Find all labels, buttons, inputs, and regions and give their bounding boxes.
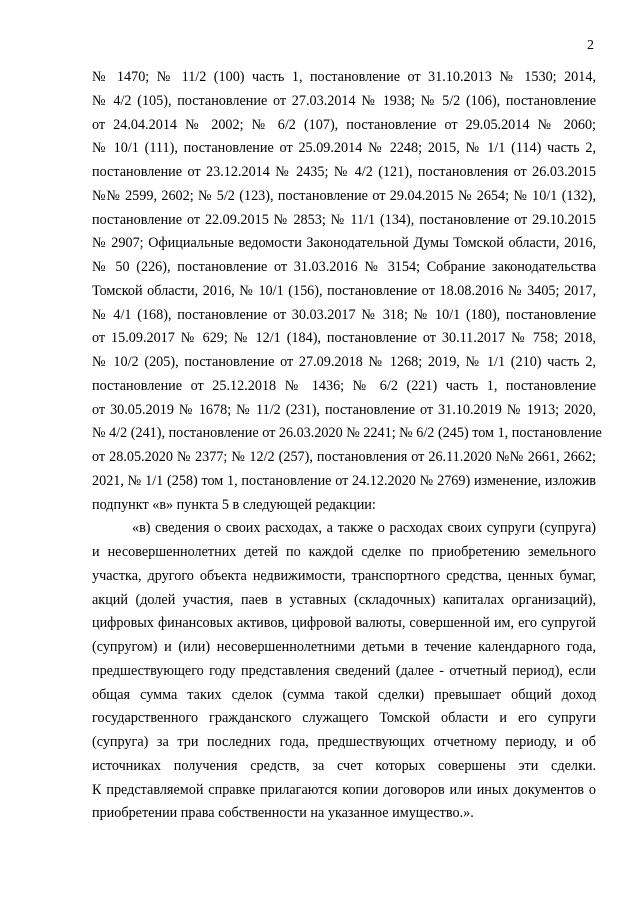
text-line: №№ 2599, 2602; № 5/2 (123), постановление от 29.04.2015 № 2654; № 10/1 (132), [92, 187, 596, 204]
text-line: «в) сведения о своих расходах, а также о расходах своих супруги (супруга) [132, 520, 596, 537]
text-line: от 30.05.2019 № 1678; № 11/2 (231), постановление от 31.10.2019 № 1913; 2020, [92, 401, 596, 418]
text-line: (супруга) за три последних года, предшествующих отчетному периоду, и об [92, 734, 596, 750]
text-line: Томской области, 2016, № 10/1 (156), постановление от 18.08.2016 № 3405; 2017, [92, 282, 596, 299]
text-line: № 4/2 (105), постановление от 27.03.2014 № 1938; № 5/2 (106), постановление [92, 92, 596, 109]
text-line: № 2907; Официальные ведомости Законодательной Думы Томской области, 2016, [92, 235, 596, 252]
text-line: государственного гражданского служащего Томской области и его супруги [92, 710, 596, 727]
text-line: подпункт «в» пункта 5 в следующей редакции: [92, 496, 376, 513]
text-line: предшествующего году представления сведений (далее - отчетный период), если [92, 662, 596, 679]
text-line: источниках получения средств, за счет которых совершены эти сделки. [92, 757, 596, 774]
page-number: 2 [587, 38, 594, 53]
text-line: постановление от 23.12.2014 № 2435; № 4/2 (121), постановления от 26.03.2015 [92, 164, 596, 180]
text-line: № 10/1 (111), постановление от 25.09.2014 № 2248; 2015, № 1/1 (114) часть 2, [92, 140, 596, 157]
text-line: приобретении права собственности на указанное имущество.». [92, 805, 474, 822]
paragraph-subpoint-v [92, 517, 596, 826]
text-line: постановление от 25.12.2018 № 1436; № 6/2 (221) часть 1, постановление [92, 377, 596, 394]
text-line: № 50 (226), постановление от 31.03.2016 № 3154; Собрание законодательства [92, 259, 596, 275]
text-line: К представляемой справке прилагаются копии договоров или иных документов о [92, 781, 596, 798]
text-line: от 28.05.2020 № 2377; № 12/2 (257), постановления от 26.11.2020 №№ 2661, 2662; [92, 449, 596, 465]
text-line: акций (долей участия, паев в уставных (складочных) капиталах организаций), [92, 591, 596, 608]
text-line: № 10/2 (205), постановление от 27.09.2018 № 1268; 2019, № 1/1 (210) часть 2, [92, 354, 596, 370]
text-line: постановление от 22.09.2015 № 2853; № 11/1 (134), постановление от 29.10.2015 [92, 211, 596, 228]
text-line: общая сумма таких сделок (сумма такой сделки) превышает общий доход [92, 686, 596, 703]
text-line: и несовершеннолетних детей по каждой сделке по приобретению земельного [92, 544, 596, 560]
text-line: цифровых финансовых активов, цифровой валюты, совершенной им, его супругой [92, 615, 596, 632]
text-line: от 24.04.2014 № 2002; № 6/2 (107), постановление от 29.05.2014 № 2060; [92, 116, 596, 133]
text-line: участка, другого объекта недвижимости, транспортного средства, ценных бумаг, [92, 567, 596, 584]
text-line: 2021, № 1/1 (258) том 1, постановление от 24.12.2020 № 2769) изменение, изложив [92, 472, 596, 489]
text-line: (супругом) и (или) несовершеннолетними детьми в течение календарного года, [92, 639, 596, 655]
document-body [92, 66, 602, 826]
text-line: № 1470; № 11/2 (100) часть 1, постановление от 31.10.2013 № 1530; 2014, [92, 69, 596, 85]
text-line: от 15.09.2017 № 629; № 12/1 (184), постановление от 30.11.2017 № 758; 2018, [92, 330, 596, 347]
text-line: № 4/2 (241), постановление от 26.03.2020 № 2241; № 6/2 (245) том 1, постановление [92, 425, 602, 442]
text-line: № 4/1 (168), постановление от 30.03.2017 № 318; № 10/1 (180), постановление [92, 306, 596, 323]
paragraph-amendment-sources [92, 66, 602, 517]
